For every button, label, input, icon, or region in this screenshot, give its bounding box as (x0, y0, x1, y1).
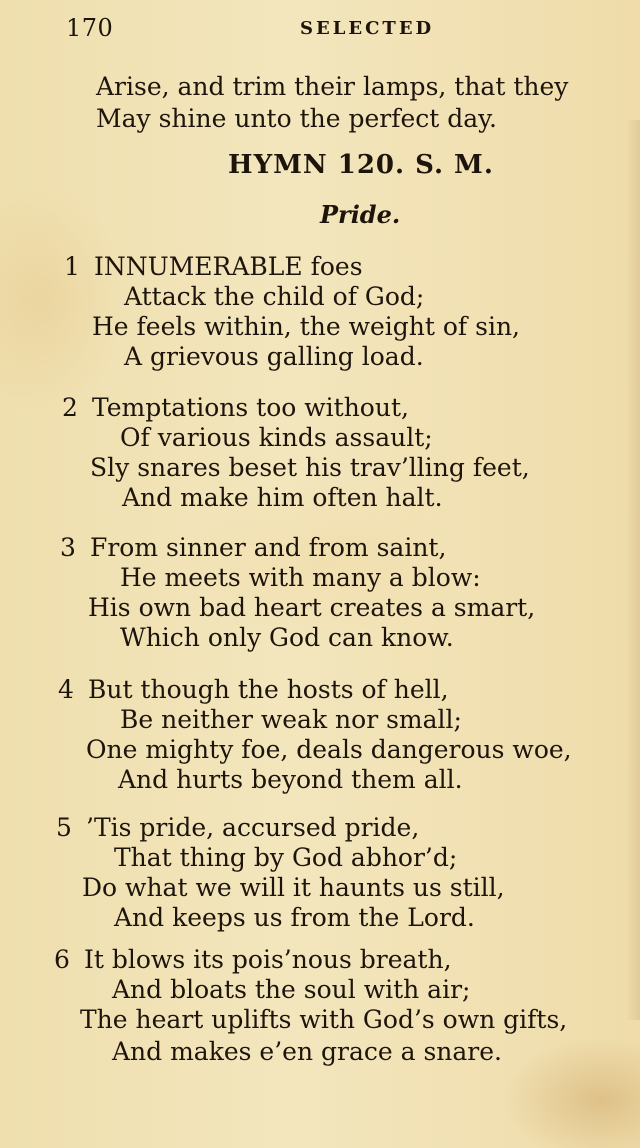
verse-line: He feels within, the weight of sin, (92, 312, 520, 341)
verse-line: That thing by God abhor’d; (114, 843, 458, 872)
verse-line: But though the hosts of hell, (88, 675, 449, 704)
verse-line: And keeps us from the Lord. (114, 903, 475, 932)
verse-line: And bloats the soul with air; (112, 975, 471, 1004)
verse-line: It blows its pois’nous breath, (84, 945, 452, 974)
page-number: 170 (66, 14, 114, 42)
verse-line: Attack the child of God; (124, 282, 425, 311)
verse-line: He meets with many a blow: (120, 563, 481, 592)
verse-line: Be neither weak nor small; (120, 705, 462, 734)
verse-line: One mighty foe, deals dangerous woe, (86, 735, 572, 764)
verse-number: 5 (56, 813, 72, 842)
verse-line: From sinner and from saint, (90, 533, 447, 562)
verse-line: ’Tis pride, accursed pride, (86, 813, 420, 842)
verse-line: And make him often halt. (122, 483, 443, 512)
verse-number: 4 (58, 675, 74, 704)
verse-line: Sly snares beset his trav’lling feet, (90, 453, 530, 482)
verse-line: INNUMERABLE foes (94, 252, 363, 281)
verse-number: 2 (62, 393, 78, 422)
verse-number: 1 (64, 252, 80, 281)
verse-line: Do what we will it haunts us still, (82, 873, 505, 902)
hymn-subtitle: Pride. (320, 200, 401, 229)
carryover-line: Arise, and trim their lamps, that they (96, 72, 569, 101)
carryover-line: May shine unto the perfect day. (96, 104, 497, 133)
running-head: SELECTED (300, 18, 435, 39)
verse-line: His own bad heart creates a smart, (88, 593, 536, 622)
verse-line: Temptations too without, (92, 393, 409, 422)
verse-line: And makes e’en grace a snare. (112, 1037, 503, 1066)
verse-line: Of various kinds assault; (120, 423, 433, 452)
verse-line: And hurts beyond them all. (118, 765, 463, 794)
verse-line: A grievous galling load. (124, 342, 424, 371)
verse-line: Which only God can know. (120, 623, 454, 652)
page-edge-shadow (626, 120, 640, 1020)
verse-line: The heart uplifts with God’s own gifts, (80, 1005, 568, 1034)
verse-number: 3 (60, 533, 76, 562)
verse-number: 6 (54, 945, 70, 974)
hymn-title: HYMN 120. S. M. (228, 150, 494, 180)
